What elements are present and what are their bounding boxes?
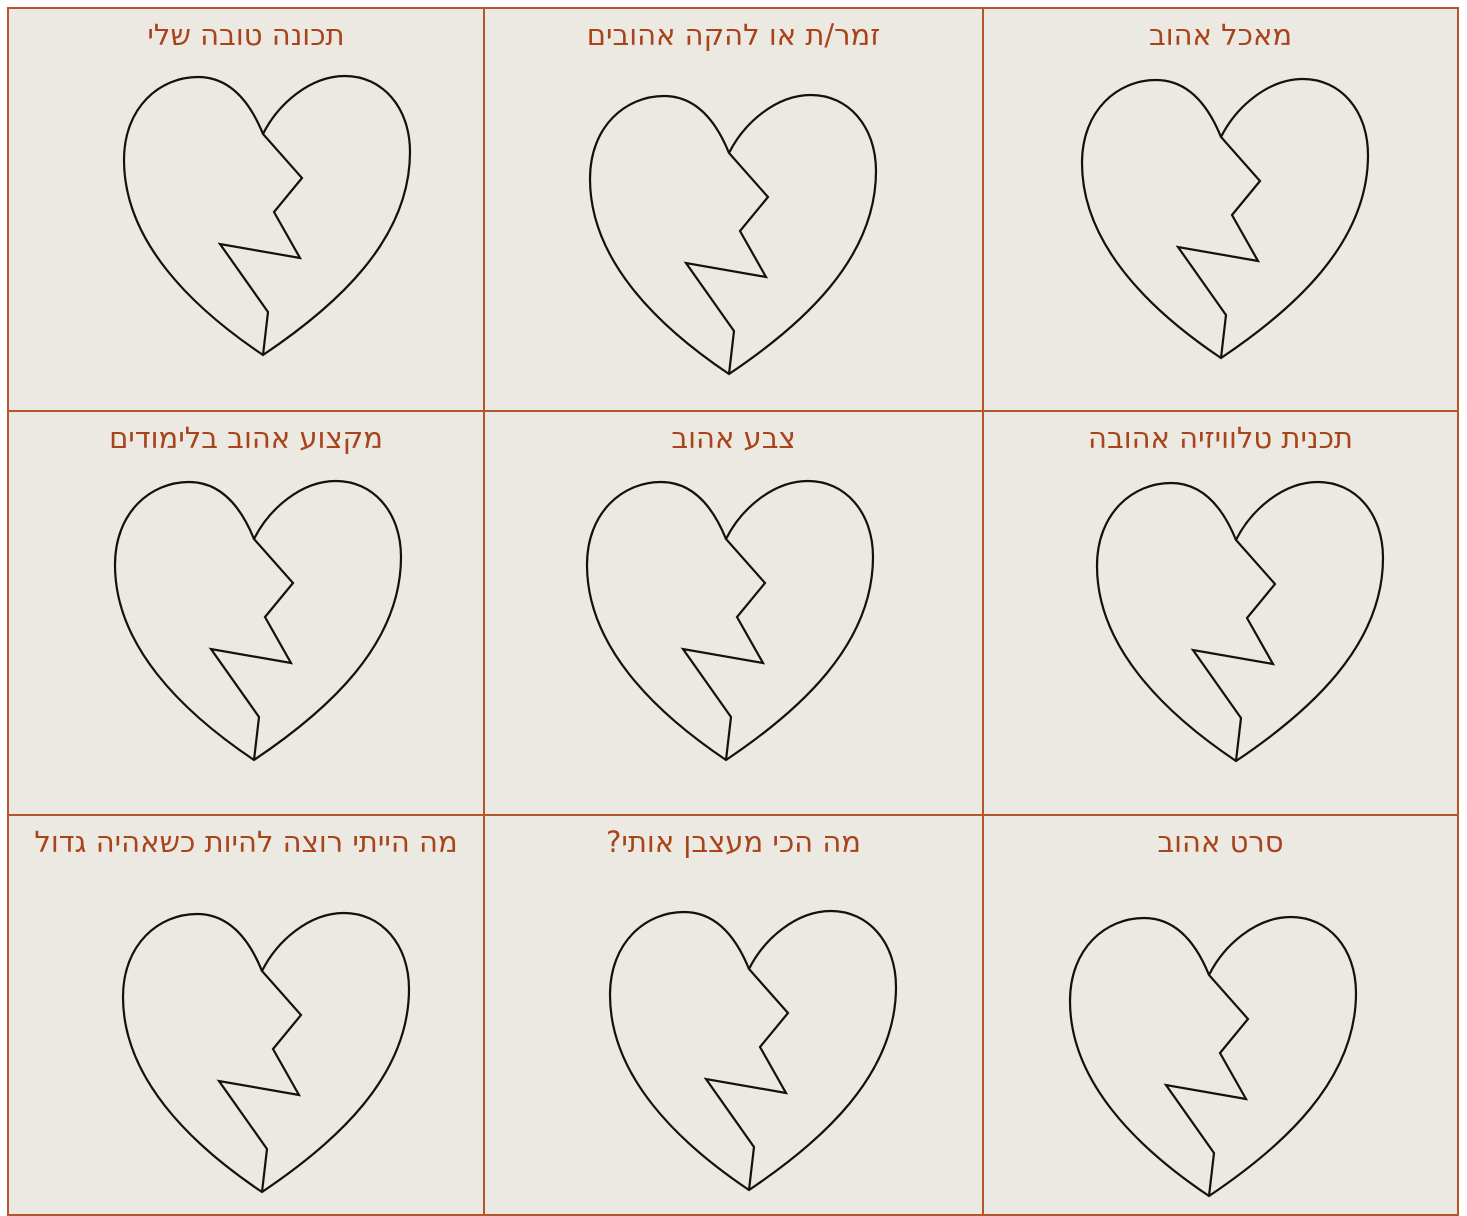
cell-most-annoying	[483, 816, 982, 1214]
broken-heart-icon	[120, 72, 414, 360]
cell-favorite-tv-show	[982, 412, 1457, 816]
broken-heart-icon	[119, 909, 413, 1197]
cell-favorite-singer	[483, 9, 982, 412]
broken-heart-icon	[1078, 75, 1372, 363]
cell-title: תכונה טובה שלי	[147, 18, 345, 52]
cell-title: מקצוע אהוב בלימודים	[109, 421, 383, 455]
cell-good-trait	[9, 9, 483, 412]
cell-favorite-color	[483, 412, 982, 816]
broken-heart-icon	[1093, 478, 1387, 766]
cell-title: מה הייתי רוצה להיות כשאהיה גדול	[34, 825, 458, 859]
cell-title: מה הכי מעצבן אותי?	[605, 825, 861, 859]
cell-title: צבע אהוב	[671, 421, 796, 455]
broken-heart-icon	[583, 477, 877, 765]
cell-favorite-movie	[982, 816, 1457, 1214]
broken-heart-icon	[111, 477, 405, 765]
worksheet-grid	[9, 9, 1457, 1214]
worksheet-table	[7, 7, 1459, 1216]
cell-favorite-subject	[9, 412, 483, 816]
broken-heart-icon	[1066, 913, 1360, 1201]
cell-favorite-food	[982, 9, 1457, 412]
broken-heart-icon	[586, 91, 880, 379]
cell-future-dream	[9, 816, 483, 1214]
broken-heart-icon	[606, 907, 900, 1195]
cell-title: זמר/ת או להקה אהובים	[586, 18, 881, 52]
cell-title: תכנית טלוויזיה אהובה	[1088, 421, 1353, 455]
cell-title: סרט אהוב	[1157, 825, 1284, 859]
cell-title: מאכל אהוב	[1148, 18, 1293, 52]
